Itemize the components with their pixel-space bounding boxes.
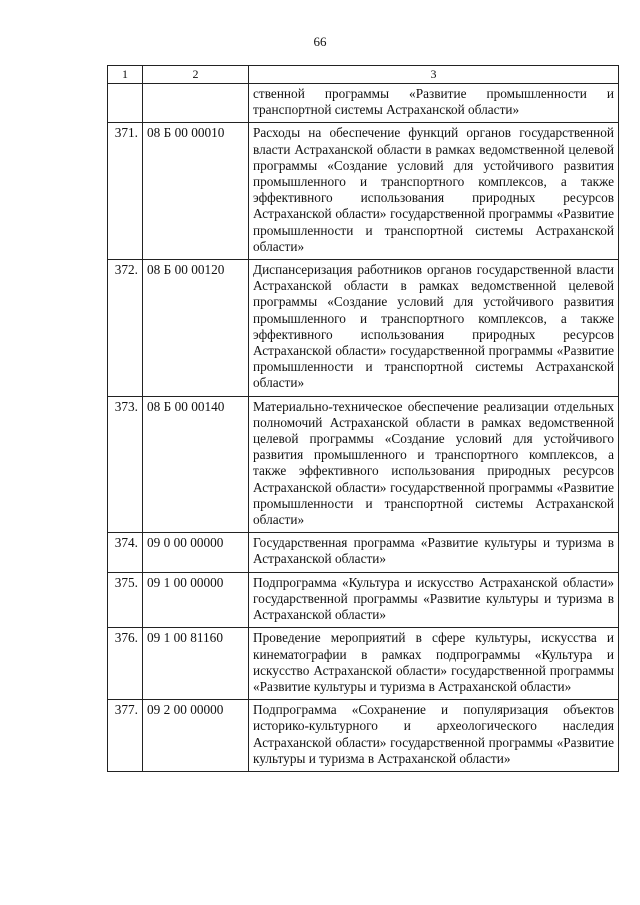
row-number: 371.: [108, 123, 143, 260]
row-number: 374.: [108, 533, 143, 572]
row-code: 09 1 00 00000: [143, 572, 249, 628]
row-code: 09 2 00 00000: [143, 700, 249, 772]
row-number: [108, 84, 143, 123]
table-row: [108, 628, 619, 700]
row-code: [143, 84, 249, 123]
table-row: [108, 533, 619, 572]
row-description: Подпрограмма «Сохранение и популяризация объектов историко-культурного и археологического наследия Астраханской области» государственной программы «Развитие культуры и туризма в Астраханской области»: [249, 700, 619, 772]
row-description: Расходы на обеспечение функций органов государственной власти Астраханской области в рамках ведомственной целевой программы «Создание условий для устойчивого развития промышленного и транспортного комплексов, а также эффективного использования природных ресурсов Астраханской области» государственной программы «Развитие промышленности и транспортной системы Астраханской области»: [249, 123, 619, 260]
column-header-1: 1: [108, 66, 143, 84]
row-number: 375.: [108, 572, 143, 628]
row-description: Проведение мероприятий в сфере культуры, искусства и кинематографии в рамках подпрограммы «Культура и искусство Астраханской области» государственной программы «Развитие культуры и туризма в Астраханской области»: [249, 628, 619, 700]
table-row: [108, 396, 619, 533]
row-description: Материально-техническое обеспечение реализации отдельных полномочий Астраханской области в рамках ведомственной целевой программы «Создание условий для устойчивого развития промышленного и транспортного комплексов, а также эффективного использования природных ресурсов Астраханской области» государственной программы «Развитие промышленности и транспортной системы Астраханской области»: [249, 396, 619, 533]
table-header-row: [108, 66, 619, 84]
budget-classification-table: [107, 65, 619, 772]
row-description: Диспансеризация работников органов государственной власти Астраханской области в рамках ведомственной целевой программы «Создание условий для устойчивого развития промышленного и транспортного комплексов, а также эффективного использования природных ресурсов Астраханской области» государственной программы «Развитие промышленности и транспортной системы Астраханской области»: [249, 260, 619, 397]
page-number: 66: [313, 34, 327, 49]
row-code: 08 Б 00 00120: [143, 260, 249, 397]
row-number: 372.: [108, 260, 143, 397]
table-row: [108, 123, 619, 260]
row-code: 08 Б 00 00140: [143, 396, 249, 533]
row-code: 09 1 00 81160: [143, 628, 249, 700]
row-code: 08 Б 00 00010: [143, 123, 249, 260]
row-description: ственной программы «Развитие промышленности и транспортной системы Астраханской области»: [249, 84, 619, 123]
row-number: 376.: [108, 628, 143, 700]
row-description: Государственная программа «Развитие культуры и туризма в Астраханской области»: [249, 533, 619, 572]
row-code: 09 0 00 00000: [143, 533, 249, 572]
column-header-2: 2: [143, 66, 249, 84]
table-row: [108, 84, 619, 123]
table-row: [108, 700, 619, 772]
row-number: 377.: [108, 700, 143, 772]
row-number: 373.: [108, 396, 143, 533]
row-description: Подпрограмма «Культура и искусство Астраханской области» государственной программы «Развитие культуры и туризма в Астраханской области»: [249, 572, 619, 628]
table-row: [108, 260, 619, 397]
table-row: [108, 572, 619, 628]
column-header-3: 3: [249, 66, 619, 84]
